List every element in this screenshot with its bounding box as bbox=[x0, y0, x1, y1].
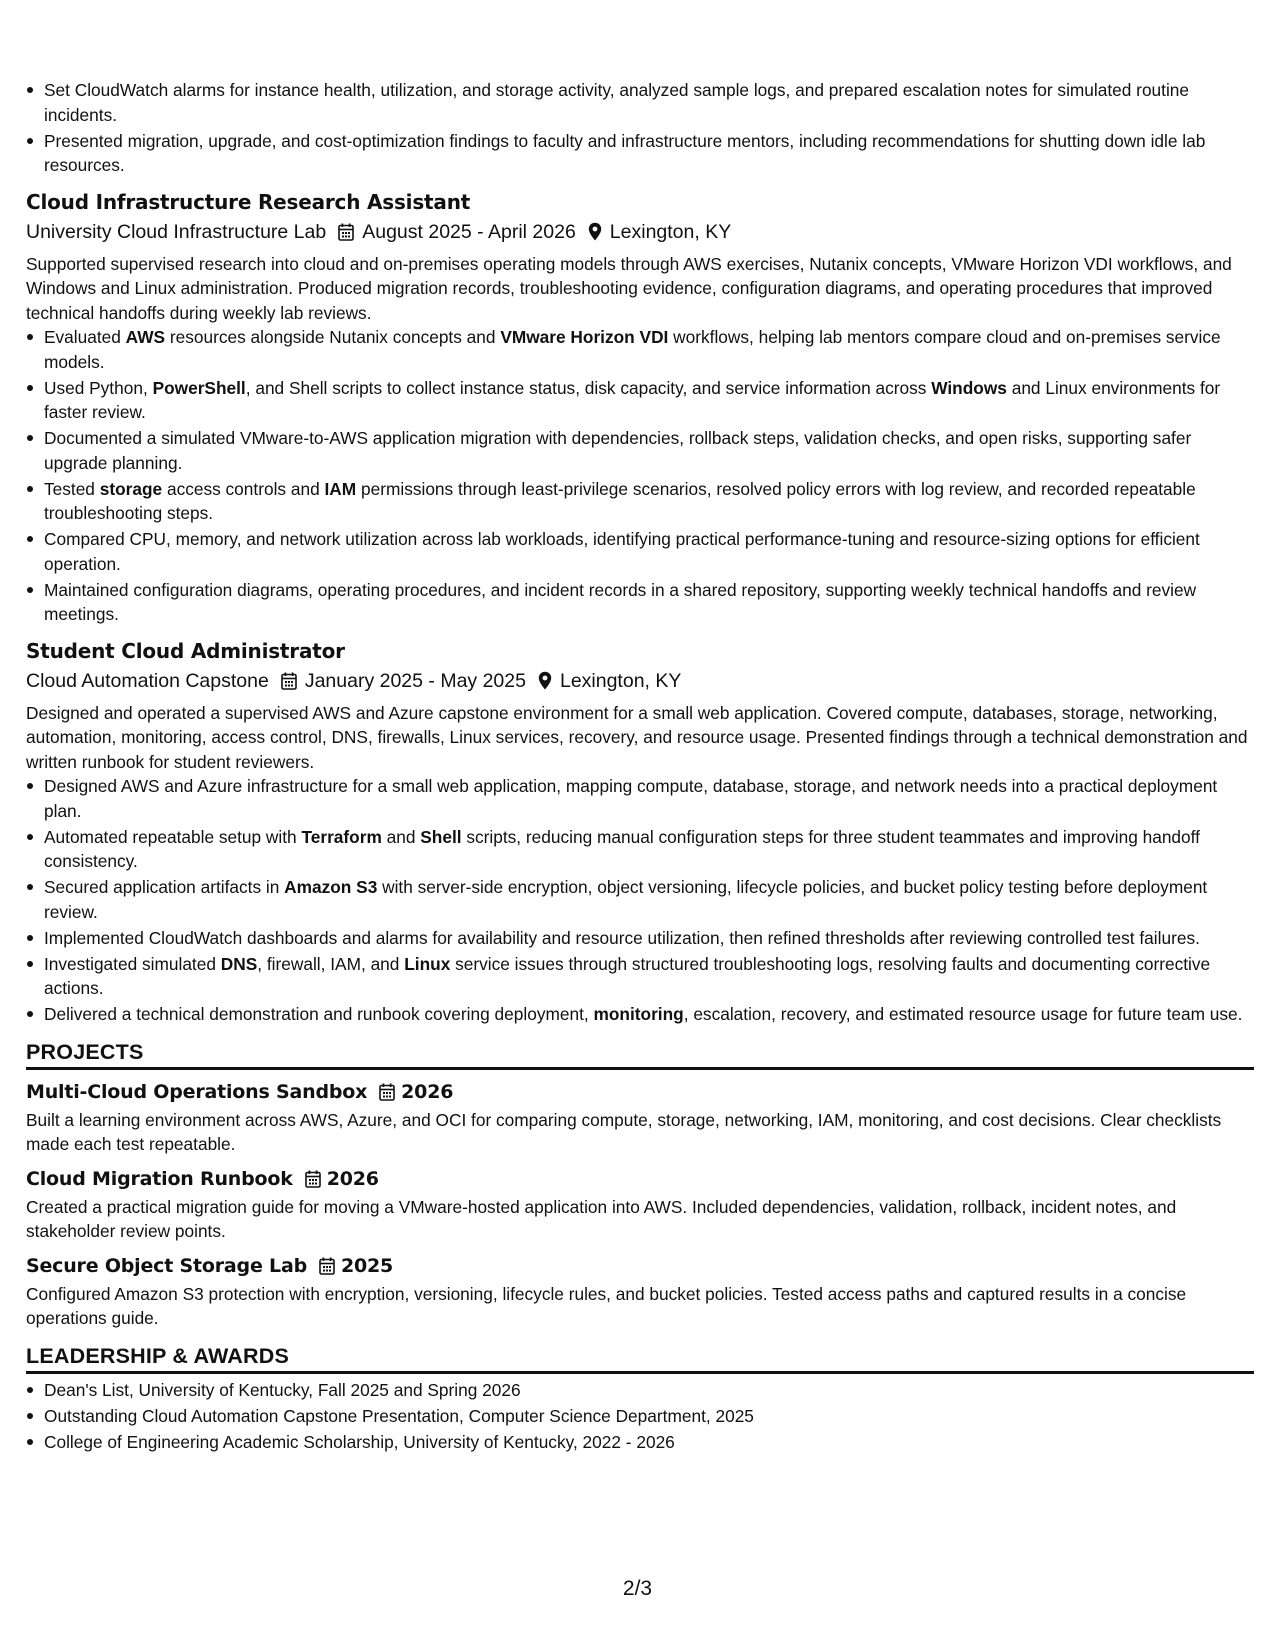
map-pin-icon bbox=[588, 222, 602, 241]
list-item: Set CloudWatch alarms for instance health, utilization, and storage activity, analyzed sample logs, and prepared escalation notes for simulated routine incidents. bbox=[26, 78, 1254, 127]
job-entry bbox=[26, 188, 1254, 627]
project-entry bbox=[26, 1078, 1254, 1157]
calendar-icon bbox=[281, 672, 297, 690]
bold-keyword: Terraform bbox=[301, 826, 382, 847]
project-title-row bbox=[26, 1165, 1254, 1193]
calendar-icon bbox=[319, 1257, 335, 1275]
bold-keyword: storage bbox=[99, 478, 163, 499]
list-item: College of Engineering Academic Scholarship, University of Kentucky, 2022 - 2026 bbox=[26, 1430, 1254, 1455]
job-location: Lexington, KY bbox=[559, 669, 682, 692]
job-meta bbox=[26, 665, 1254, 697]
list-item: Used Python, PowerShell, and Shell scripts to collect instance status, disk capacity, and service information across Windows and Linux environments for faster review. bbox=[26, 376, 1254, 425]
list-item: Evaluated AWS resources alongside Nutanix concepts and VMware Horizon VDI workflows, helping lab mentors compare cloud and on-premises service models. bbox=[26, 325, 1254, 374]
continued-bullet-list bbox=[26, 78, 1254, 178]
job-entry bbox=[26, 637, 1254, 1027]
bold-keyword: PowerShell bbox=[152, 377, 246, 398]
project-entry bbox=[26, 1252, 1254, 1331]
calendar-icon bbox=[305, 1170, 321, 1188]
list-item: Documented a simulated VMware-to-AWS application migration with dependencies, rollback steps, validation checks, and open risks, supporting safer upgrade planning. bbox=[26, 426, 1254, 475]
list-item: Designed AWS and Azure infrastructure for a small web application, mapping compute, database, storage, and network needs into a practical deployment plan. bbox=[26, 774, 1254, 823]
bold-keyword: monitoring bbox=[593, 1004, 684, 1024]
list-item: Implemented CloudWatch dashboards and alarms for availability and resource utilization, then refined thresholds after reviewing controlled test failures. bbox=[26, 926, 1254, 951]
job-dates: January 2025 - May 2025 bbox=[304, 669, 526, 692]
project-description: Created a practical migration guide for moving a VMware-hosted application into AWS. Included dependencies, validation, rollback, incident notes, and stakeholder review points. bbox=[26, 1196, 1177, 1241]
list-item: Investigated simulated DNS, firewall, IAM, and Linux service issues through structured troubleshooting logs, resolving faults and documenting corrective actions. bbox=[26, 952, 1254, 1001]
section-heading-leadership-awards: LEADERSHIP & AWARDS bbox=[26, 1341, 1254, 1374]
project-title: Multi-Cloud Operations Sandbox bbox=[26, 1080, 368, 1103]
list-item: Delivered a technical demonstration and runbook covering deployment, monitoring, escalation, recovery, and estimated resource usage for future team use. bbox=[26, 1002, 1254, 1027]
job-title: Cloud Infrastructure Research Assistant bbox=[26, 189, 471, 214]
job-location: Lexington, KY bbox=[609, 220, 732, 243]
awards-list bbox=[26, 1378, 1254, 1455]
list-item: Tested storage access controls and IAM permissions through least-privilege scenarios, resolved policy errors with log review, and recorded repeatable troubleshooting steps. bbox=[26, 477, 1254, 526]
calendar-icon bbox=[379, 1083, 395, 1101]
job-dates: August 2025 - April 2026 bbox=[362, 220, 576, 243]
project-year: 2026 bbox=[326, 1167, 379, 1190]
bold-keyword: Linux bbox=[404, 953, 451, 974]
job-bullet-list bbox=[26, 325, 1254, 627]
bold-keyword: Amazon S3 bbox=[284, 877, 378, 897]
job-description: Supported supervised research into cloud and on-premises operating models through AWS exercises, Nutanix concepts, VMware Horizon VDI workflows, and Windows and Linux administration. Produced migration records, troubleshooting evidence, configuration diagrams, and operating procedures that improved technical handoffs during weekly lab reviews. bbox=[26, 253, 1232, 323]
job-description: Designed and operated a supervised AWS and Azure capstone environment for a small web application. Covered compute, databases, storage, networking, automation, monitoring, access control, DNS, firewalls, Linux services, recovery, and resource usage. Presented findings through a technical demonstration and written runbook for student reviewers. bbox=[26, 702, 1248, 772]
list-item: Outstanding Cloud Automation Capstone Presentation, Computer Science Department, 2025 bbox=[26, 1404, 1254, 1429]
bold-keyword: AWS bbox=[125, 327, 166, 347]
project-description: Built a learning environment across AWS, Azure, and OCI for comparing compute, storage, networking, IAM, monitoring, and cost decisions. Clear checklists made each test repeatable. bbox=[26, 1109, 1222, 1154]
list-item: Automated repeatable setup with Terraform and Shell scripts, reducing manual configuration steps for three student teammates and improving handoff consistency. bbox=[26, 825, 1254, 874]
job-meta bbox=[26, 216, 1254, 248]
list-item: Presented migration, upgrade, and cost-optimization findings to faculty and infrastructure mentors, including recommendations for shutting down idle lab resources. bbox=[26, 129, 1254, 178]
list-item: Compared CPU, memory, and network utilization across lab workloads, identifying practical performance-tuning and resource-sizing options for efficient operation. bbox=[26, 527, 1254, 576]
list-item: Dean's List, University of Kentucky, Fall 2025 and Spring 2026 bbox=[26, 1378, 1254, 1403]
calendar-icon bbox=[338, 223, 354, 241]
job-title: Student Cloud Administrator bbox=[26, 638, 345, 663]
project-title-row bbox=[26, 1078, 1254, 1106]
list-item: Maintained configuration diagrams, operating procedures, and incident records in a shared repository, supporting weekly technical handoffs and review meetings. bbox=[26, 578, 1254, 627]
project-title: Cloud Migration Runbook bbox=[26, 1167, 293, 1190]
section-heading-projects: PROJECTS bbox=[26, 1037, 1254, 1070]
project-title: Secure Object Storage Lab bbox=[26, 1254, 307, 1277]
bold-keyword: Windows bbox=[931, 377, 1007, 398]
list-item: Secured application artifacts in Amazon S3 with server-side encryption, object versioning, lifecycle policies, and bucket policy testing before deployment review. bbox=[26, 875, 1254, 924]
bold-keyword: Shell bbox=[420, 826, 462, 847]
project-entry bbox=[26, 1165, 1254, 1244]
bold-keyword: VMware Horizon VDI bbox=[500, 327, 669, 347]
job-organization: Cloud Automation Capstone bbox=[26, 669, 269, 692]
project-year: 2025 bbox=[340, 1254, 394, 1277]
job-bullet-list bbox=[26, 774, 1254, 1027]
page-number: 2/3 bbox=[622, 1577, 653, 1600]
bold-keyword: DNS bbox=[220, 953, 258, 974]
map-pin-icon bbox=[538, 671, 552, 690]
job-organization: University Cloud Infrastructure Lab bbox=[26, 220, 327, 243]
resume-page bbox=[26, 78, 1254, 1456]
project-title-row bbox=[26, 1252, 1254, 1280]
bold-keyword: IAM bbox=[324, 478, 357, 499]
project-description: Configured Amazon S3 protection with encryption, versioning, lifecycle rules, and bucket policies. Tested access paths and captured results in a concise operations guide. bbox=[26, 1283, 1187, 1328]
project-year: 2026 bbox=[401, 1080, 454, 1103]
